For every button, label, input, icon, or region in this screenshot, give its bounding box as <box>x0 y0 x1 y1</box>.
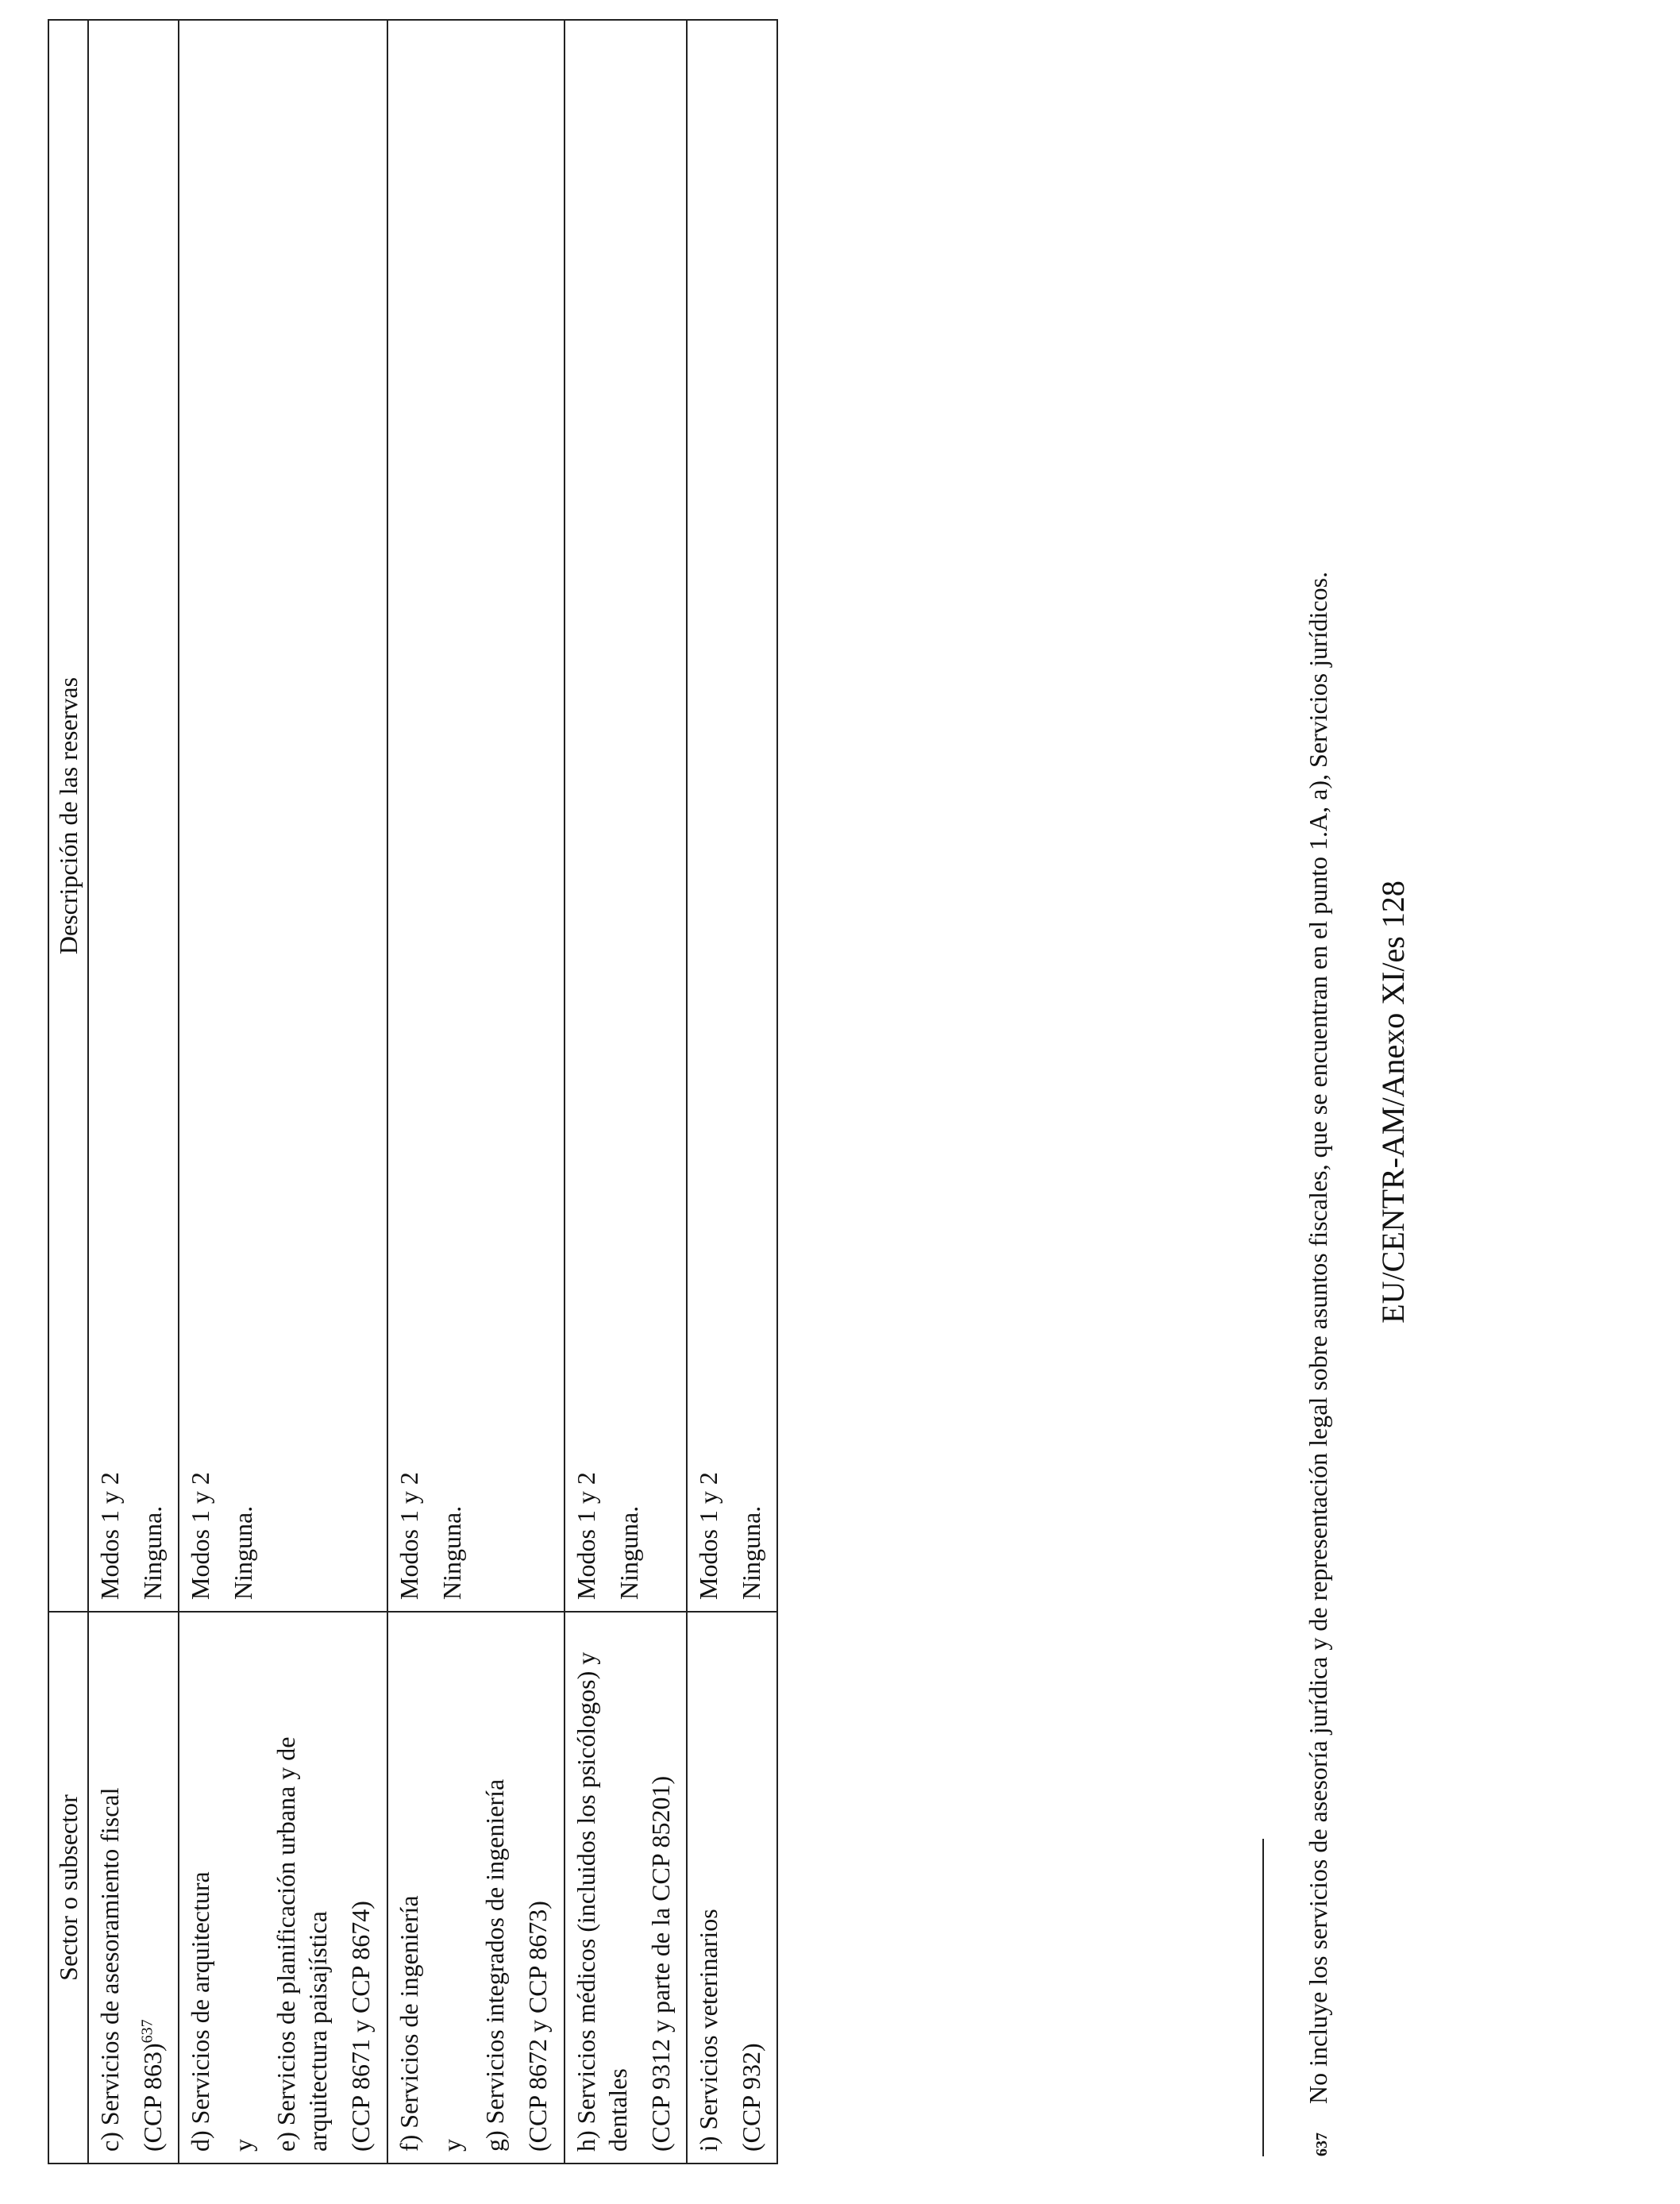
sector-line: (CCP 8671 y CCP 8674) <box>345 1901 375 2152</box>
table-row <box>88 20 179 2164</box>
description-line: Modos 1 y 2 <box>694 1472 723 1600</box>
description-cell <box>88 20 179 1612</box>
footnote-divider <box>1262 1839 1264 2156</box>
sector-line: f) Servicios de ingeniería <box>395 1895 424 2152</box>
footnote-reference: 637 <box>138 2019 156 2044</box>
table-row <box>179 20 388 2164</box>
sector-line: g) Servicios integrados de ingeniería <box>480 1778 510 2152</box>
sector-cell <box>687 1612 777 2164</box>
sector-cell <box>387 1612 564 2164</box>
table-row <box>387 20 564 2164</box>
description-line: Modos 1 y 2 <box>95 1472 124 1600</box>
description-line: Ninguna. <box>737 1505 766 1600</box>
sector-cell <box>564 1612 687 2164</box>
header-description: Descripción de las reservas <box>48 20 88 1612</box>
description-line: Ninguna. <box>615 1505 644 1600</box>
sector-line: (CCP 9312 y parte de la CCP 85201) <box>646 1775 676 2152</box>
page-footer: EU/CENTR-AM/Anexo XI/es 128 <box>1375 880 1411 1324</box>
sector-line: e) Servicios de planificación urbana y de arquitectura paisajística <box>271 1736 332 2152</box>
reservations-table <box>48 19 778 2164</box>
sector-line: y <box>437 2139 467 2152</box>
sector-line: i) Servicios veterinarios <box>694 1909 723 2152</box>
table-row <box>687 20 777 2164</box>
sector-cell <box>88 1612 179 2164</box>
description-line: Modos 1 y 2 <box>185 1472 214 1600</box>
description-cell <box>564 20 687 1612</box>
footnote <box>1302 52 1338 2156</box>
description-line: Modos 1 y 2 <box>572 1472 601 1600</box>
description-cell <box>687 20 777 1612</box>
sector-line: h) Servicios médicos (incluidos los psicólogos) y dentales <box>572 1651 633 2152</box>
sector-cell <box>179 1612 388 2164</box>
header-sector: Sector o subsector <box>48 1612 88 2164</box>
footnote-text: No incluye los servicios de asesoría jurídica y de representación legal sobre asuntos fiscales, que se encuentran en el punto 1.A, a), Servicios jurídicos. <box>1304 571 1332 2104</box>
description-line: Modos 1 y 2 <box>395 1472 424 1600</box>
description-cell <box>387 20 564 1612</box>
footnote-number: 637 <box>1313 2133 1331 2156</box>
sector-line: y <box>228 2139 257 2152</box>
sector-line: c) Servicios de asesoramiento fiscal <box>95 1787 124 2152</box>
description-line: Ninguna. <box>228 1505 257 1600</box>
sector-line <box>137 1624 168 2152</box>
sector-line: d) Servicios de arquitectura <box>185 1871 214 2152</box>
table-header-row <box>48 20 88 2164</box>
table-row <box>564 20 687 2164</box>
sector-code: (CCP 863) <box>138 2043 167 2152</box>
sector-line: (CCP 932) <box>737 2043 766 2152</box>
description-cell <box>179 20 388 1612</box>
description-line: Ninguna. <box>138 1505 167 1600</box>
sector-line: (CCP 8672 y CCP 8673) <box>523 1901 553 2152</box>
description-line: Ninguna. <box>437 1505 467 1600</box>
